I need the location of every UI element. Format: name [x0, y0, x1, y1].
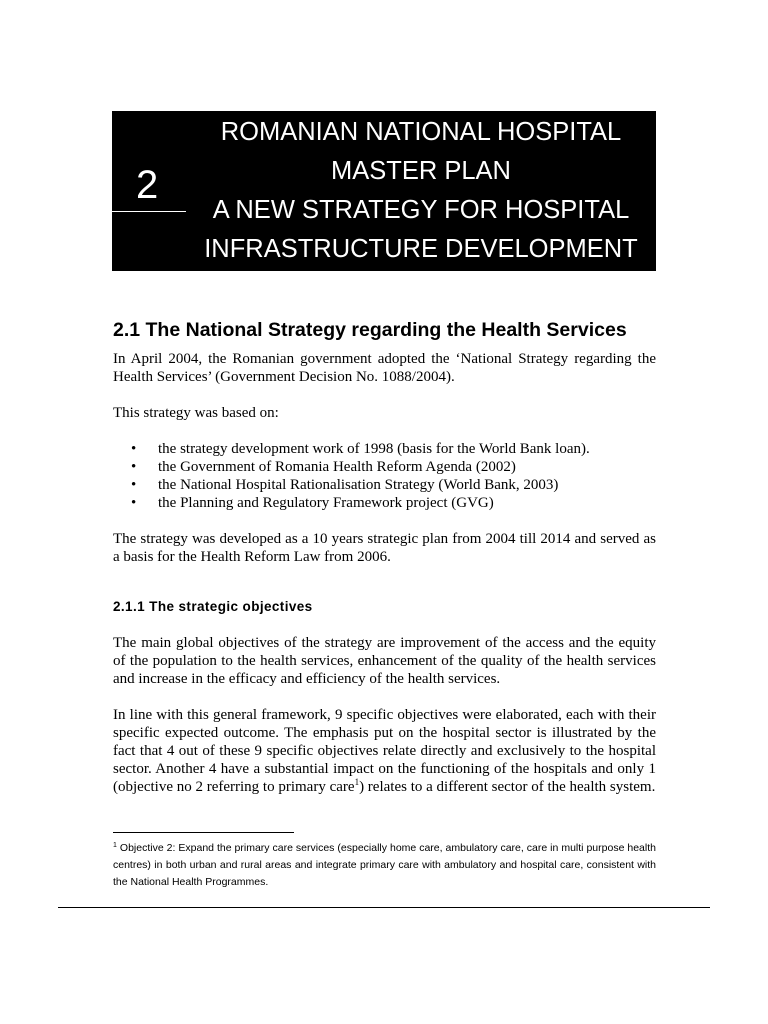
list-item: [113, 494, 656, 512]
footnote-reference[interactable]: 1: [354, 777, 360, 787]
chapter-title: [190, 113, 652, 269]
list-item: [113, 440, 656, 458]
list-item: [113, 458, 656, 476]
chapter-title-line-1: ROMANIAN NATIONAL HOSPITAL: [220, 118, 622, 146]
bullet-icon: •: [131, 477, 137, 493]
section-heading: 2.1 The National Strategy regarding the Health Services: [113, 319, 627, 341]
footnote-text: Objective 2: Expand the primary care services (especially home care, ambulatory care, care in multi purpose health centres) in both urban and rural areas and integrate primary care with ambulatory and hospital care, consistent with the National Health Programmes.: [113, 842, 656, 888]
list-item-text: the National Hospital Rationalisation Strategy (World Bank, 2003): [158, 477, 559, 493]
list-item-text: the strategy development work of 1998 (basis for the World Bank loan).: [158, 441, 590, 457]
bullet-icon: •: [131, 441, 137, 457]
framework-text-before: In line with this general framework, 9 specific objectives were elaborated, each with their specific expected outcome. The emphasis put on the hospital sector is illustrated by the fact that 4 out of these 9 specific objectives relate directly and exclusively to the hospital sector. Another 4 have a substantial impact on the functioning of the hospitals and only 1 (objective no 2 referring to primary care: [113, 707, 656, 795]
bullet-icon: •: [131, 459, 137, 475]
chapter-number-rule: [112, 211, 186, 212]
based-on-paragraph: This strategy was based on:: [113, 405, 279, 421]
chapter-title-line-4: INFRASTRUCTURE DEVELOPMENT: [204, 235, 638, 263]
list-item-text: the Government of Romania Health Reform Agenda (2002): [158, 459, 516, 475]
footnote-mark: 1: [113, 841, 117, 849]
intro-paragraph: In April 2004, the Romanian government adopted the ‘National Strategy regarding the Health Services’ (Government Decision No. 1088/2004).: [113, 351, 656, 385]
strategy-basis-list: [113, 440, 656, 512]
subsection-heading: 2.1.1 The strategic objectives: [113, 599, 313, 614]
framework-text-after: ) relates to a different sector of the health system.: [359, 779, 656, 795]
page-content: [113, 318, 656, 796]
footnote-divider: [113, 832, 294, 833]
bullet-icon: •: [131, 495, 137, 511]
chapter-title-line-3: A NEW STRATEGY FOR HOSPITAL: [212, 196, 630, 224]
page-bottom-rule: [58, 907, 710, 908]
list-item: [113, 476, 656, 494]
list-item-text: the Planning and Regulatory Framework project (GVG): [158, 495, 494, 511]
objectives-paragraph: The main global objectives of the strategy are improvement of the access and the equity of the population to the health services, enhancement of the quality of the health services and increase in the efficacy and efficiency of the health services.: [113, 635, 656, 687]
strategy-developed-paragraph: The strategy was developed as a 10 years strategic plan from 2004 till 2014 and served as a basis for the Health Reform Law from 2006.: [113, 531, 656, 565]
chapter-header: [112, 111, 656, 271]
framework-paragraph: [113, 706, 656, 796]
chapter-title-line-2: MASTER PLAN: [331, 157, 511, 185]
chapter-number: 2: [136, 163, 159, 207]
footnote: [113, 840, 656, 891]
